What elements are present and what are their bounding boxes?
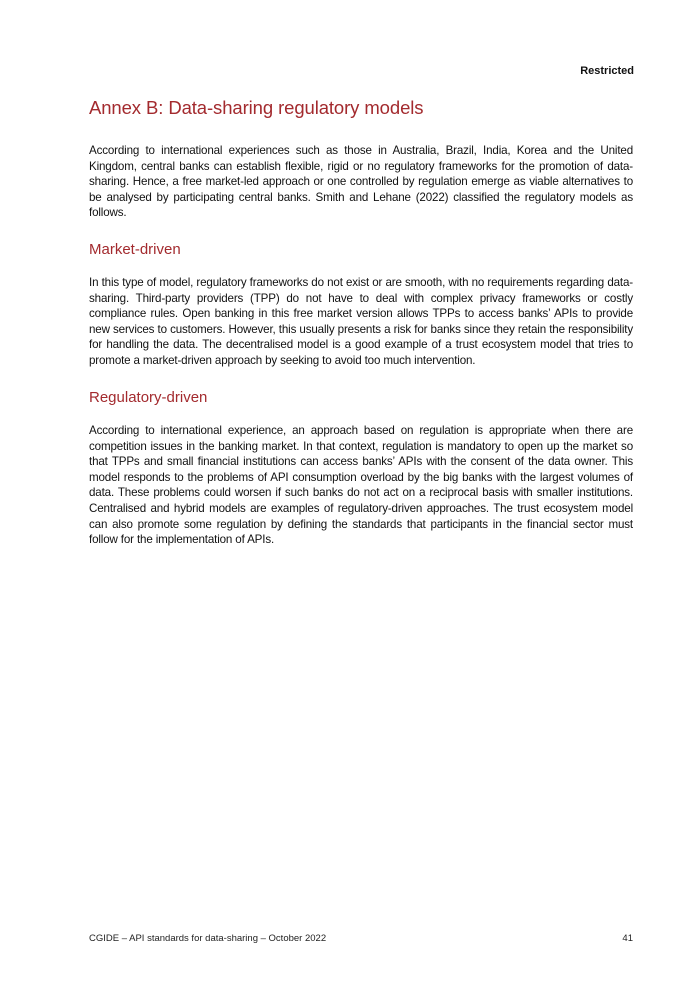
section-body-market-driven: In this type of model, regulatory frameworks do not exist or are smooth, with no requirements regarding data-sharing. Third-party providers (TPP) do not have to deal with complex privacy frameworks or costly compliance rules. Open banking in this free market version allows TPPs to access banks’ APIs to provide new services to customers. However, this usually presents a risk for banks since they retain the responsibility for handling the data. The decentralised model is a good example of a trust ecosystem model that tries to promote a market-driven approach by seeking to avoid too much intervention. (89, 276, 633, 367)
section-heading-market-driven: Market-driven (89, 241, 181, 258)
section-heading-regulatory-driven: Regulatory-driven (89, 389, 208, 406)
intro-paragraph: According to international experiences such as those in Australia, Brazil, India, Korea and the United Kingdom, central banks can establish flexible, rigid or no regulatory frameworks for the promotion of data-sharing. Hence, a free market-led approach or one controlled by regulation emerge as viable alternatives to be analysed by participating central banks. Smith and Lehane (2022) classified the regulatory models as follows. (89, 144, 633, 220)
footer-page-number: 41 (622, 933, 633, 944)
section-body-regulatory-driven: According to international experience, an approach based on regulation is appropriate when there are competition issues in the banking market. In that context, regulation is mandatory to open up the market so that TPPs and small financial institutions can access banks’ APIs with the consent of the data owner. This model responds to the problems of API consumption overload by the big banks with the largest volumes of data. These problems could worsen if such banks do not act on a reciprocal basis with smaller institutions. Centralised and hybrid models are examples of regulatory-driven approaches. The trust ecosystem model can also promote some regulation by defining the standards that participants in the financial sector must follow for the implementation of APIs. (89, 424, 633, 547)
page-title: Annex B: Data-sharing regulatory models (89, 97, 424, 118)
footer-document-label: CGIDE – API standards for data-sharing – October 2022 (89, 933, 327, 944)
classification-label: Restricted (580, 65, 634, 77)
